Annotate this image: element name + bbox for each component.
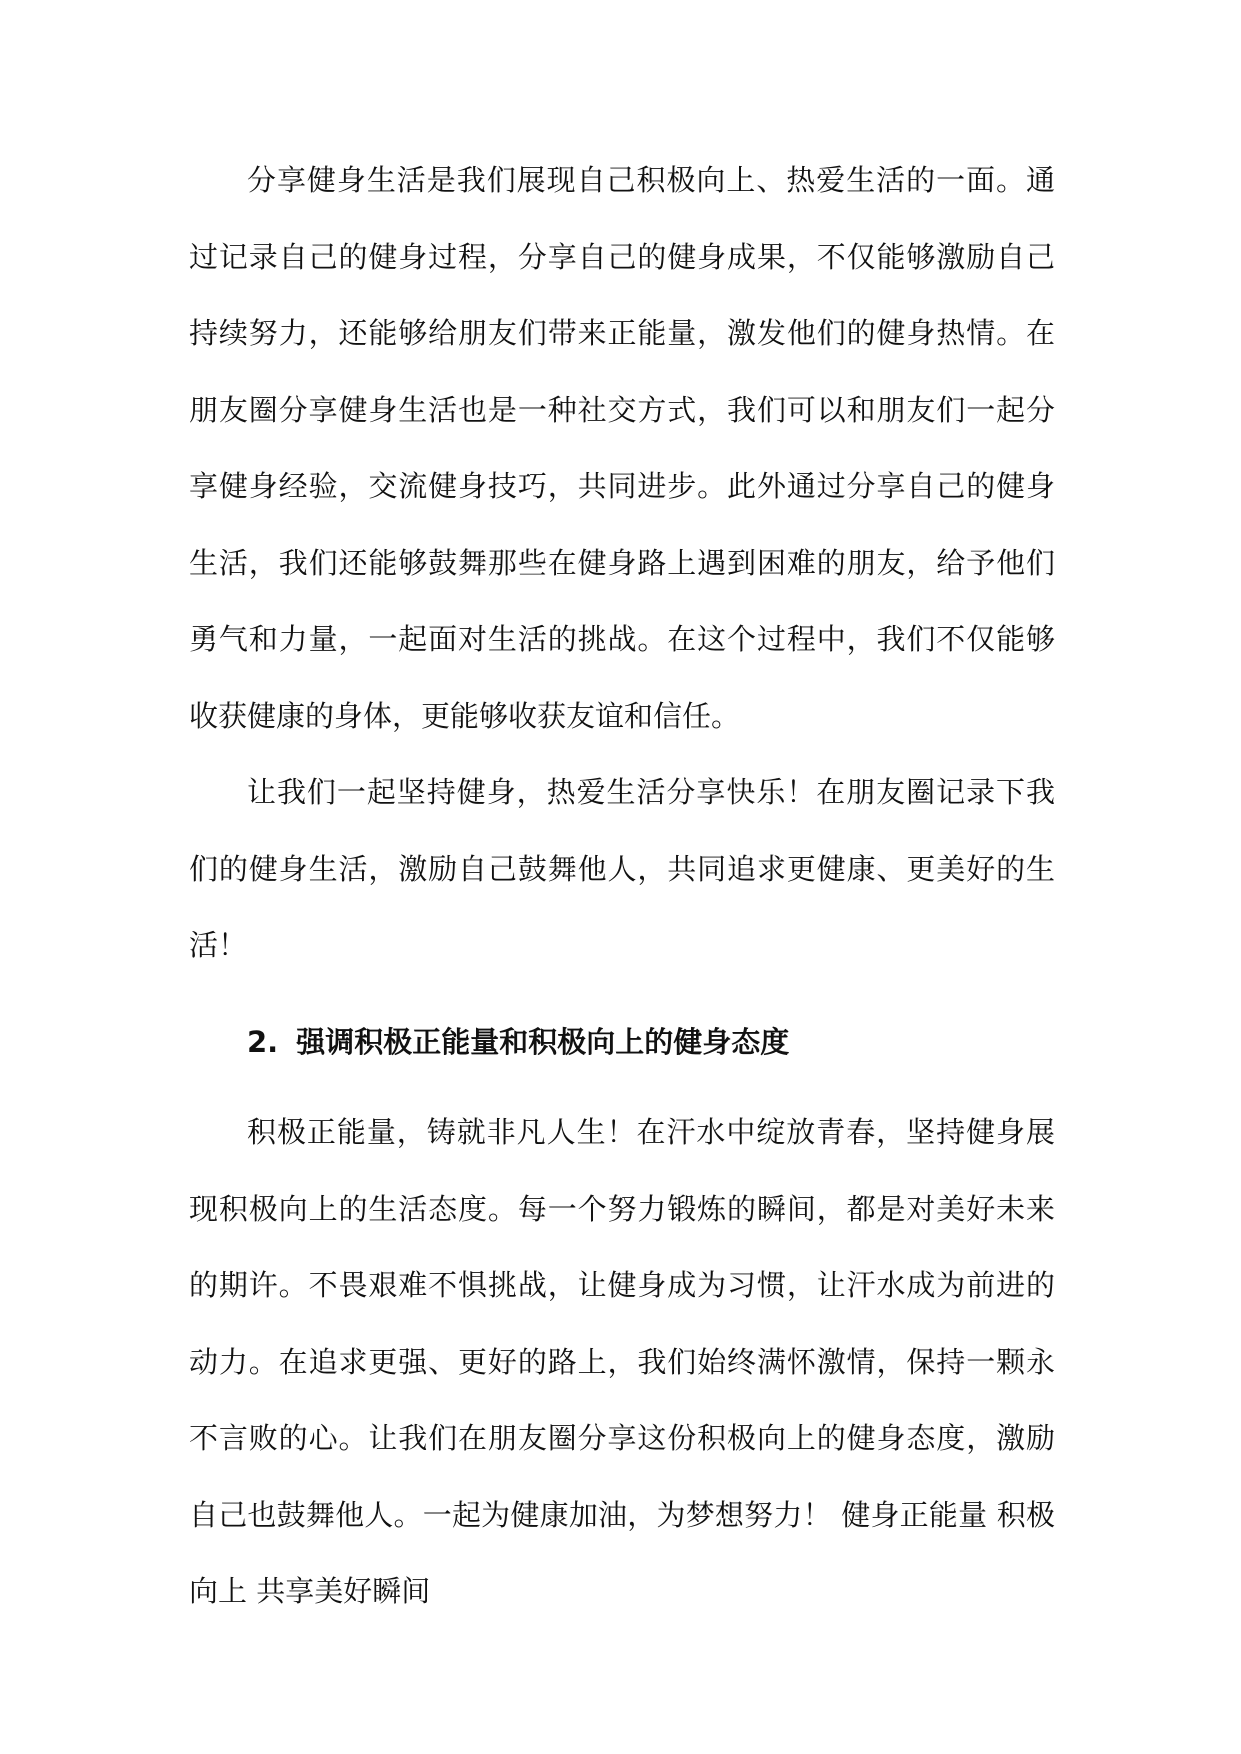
page-content (189, 142, 1055, 1630)
section-title: 强调积极正能量和积极向上的健身态度 (296, 1024, 790, 1059)
paragraph-positive-attitude: 积极正能量，铸就非凡人生！在汗水中绽放青春，坚持健身展现积极向上的生活态度。每一个努力锻炼的瞬间，都是对美好未来的期许。不畏艰难不惧挑战，让健身成为习惯，让汗水成为前进的动力。在追求更强、更好的路上，我们始终满怀激情，保持一颗永不言败的心。让我们在朋友圈分享这份积极向上的健身态度，激励自己也鼓舞他人。一起为健康加油，为梦想努力！ 健身正能量 积极向上 共享美好瞬间 (189, 1115, 1055, 1608)
paragraph-fitness-sharing: 分享健身生活是我们展现自己积极向上、热爱生活的一面。通过记录自己的健身过程，分享自己的健身成果，不仅能够激励自己持续努力，还能够给朋友们带来正能量，激发他们的健身热情。在朋友圈分享健身生活也是一种社交方式，我们可以和朋友们一起分享健身经验，交流健身技巧，共同进步。此外通过分享自己的健身生活，我们还能够鼓舞那些在健身路上遇到困难的朋友，给予他们勇气和力量，一起面对生活的挑战。在这个过程中，我们不仅能够收获健康的身体，更能够收获友谊和信任。 (189, 163, 1055, 733)
section-number: 2. (247, 1024, 279, 1059)
section-heading (189, 1004, 1055, 1081)
paragraph-call-to-action: 让我们一起坚持健身，热爱生活分享快乐！在朋友圈记录下我们的健身生活，激励自己鼓舞他人，共同追求更健康、更美好的生活！ (189, 775, 1055, 962)
